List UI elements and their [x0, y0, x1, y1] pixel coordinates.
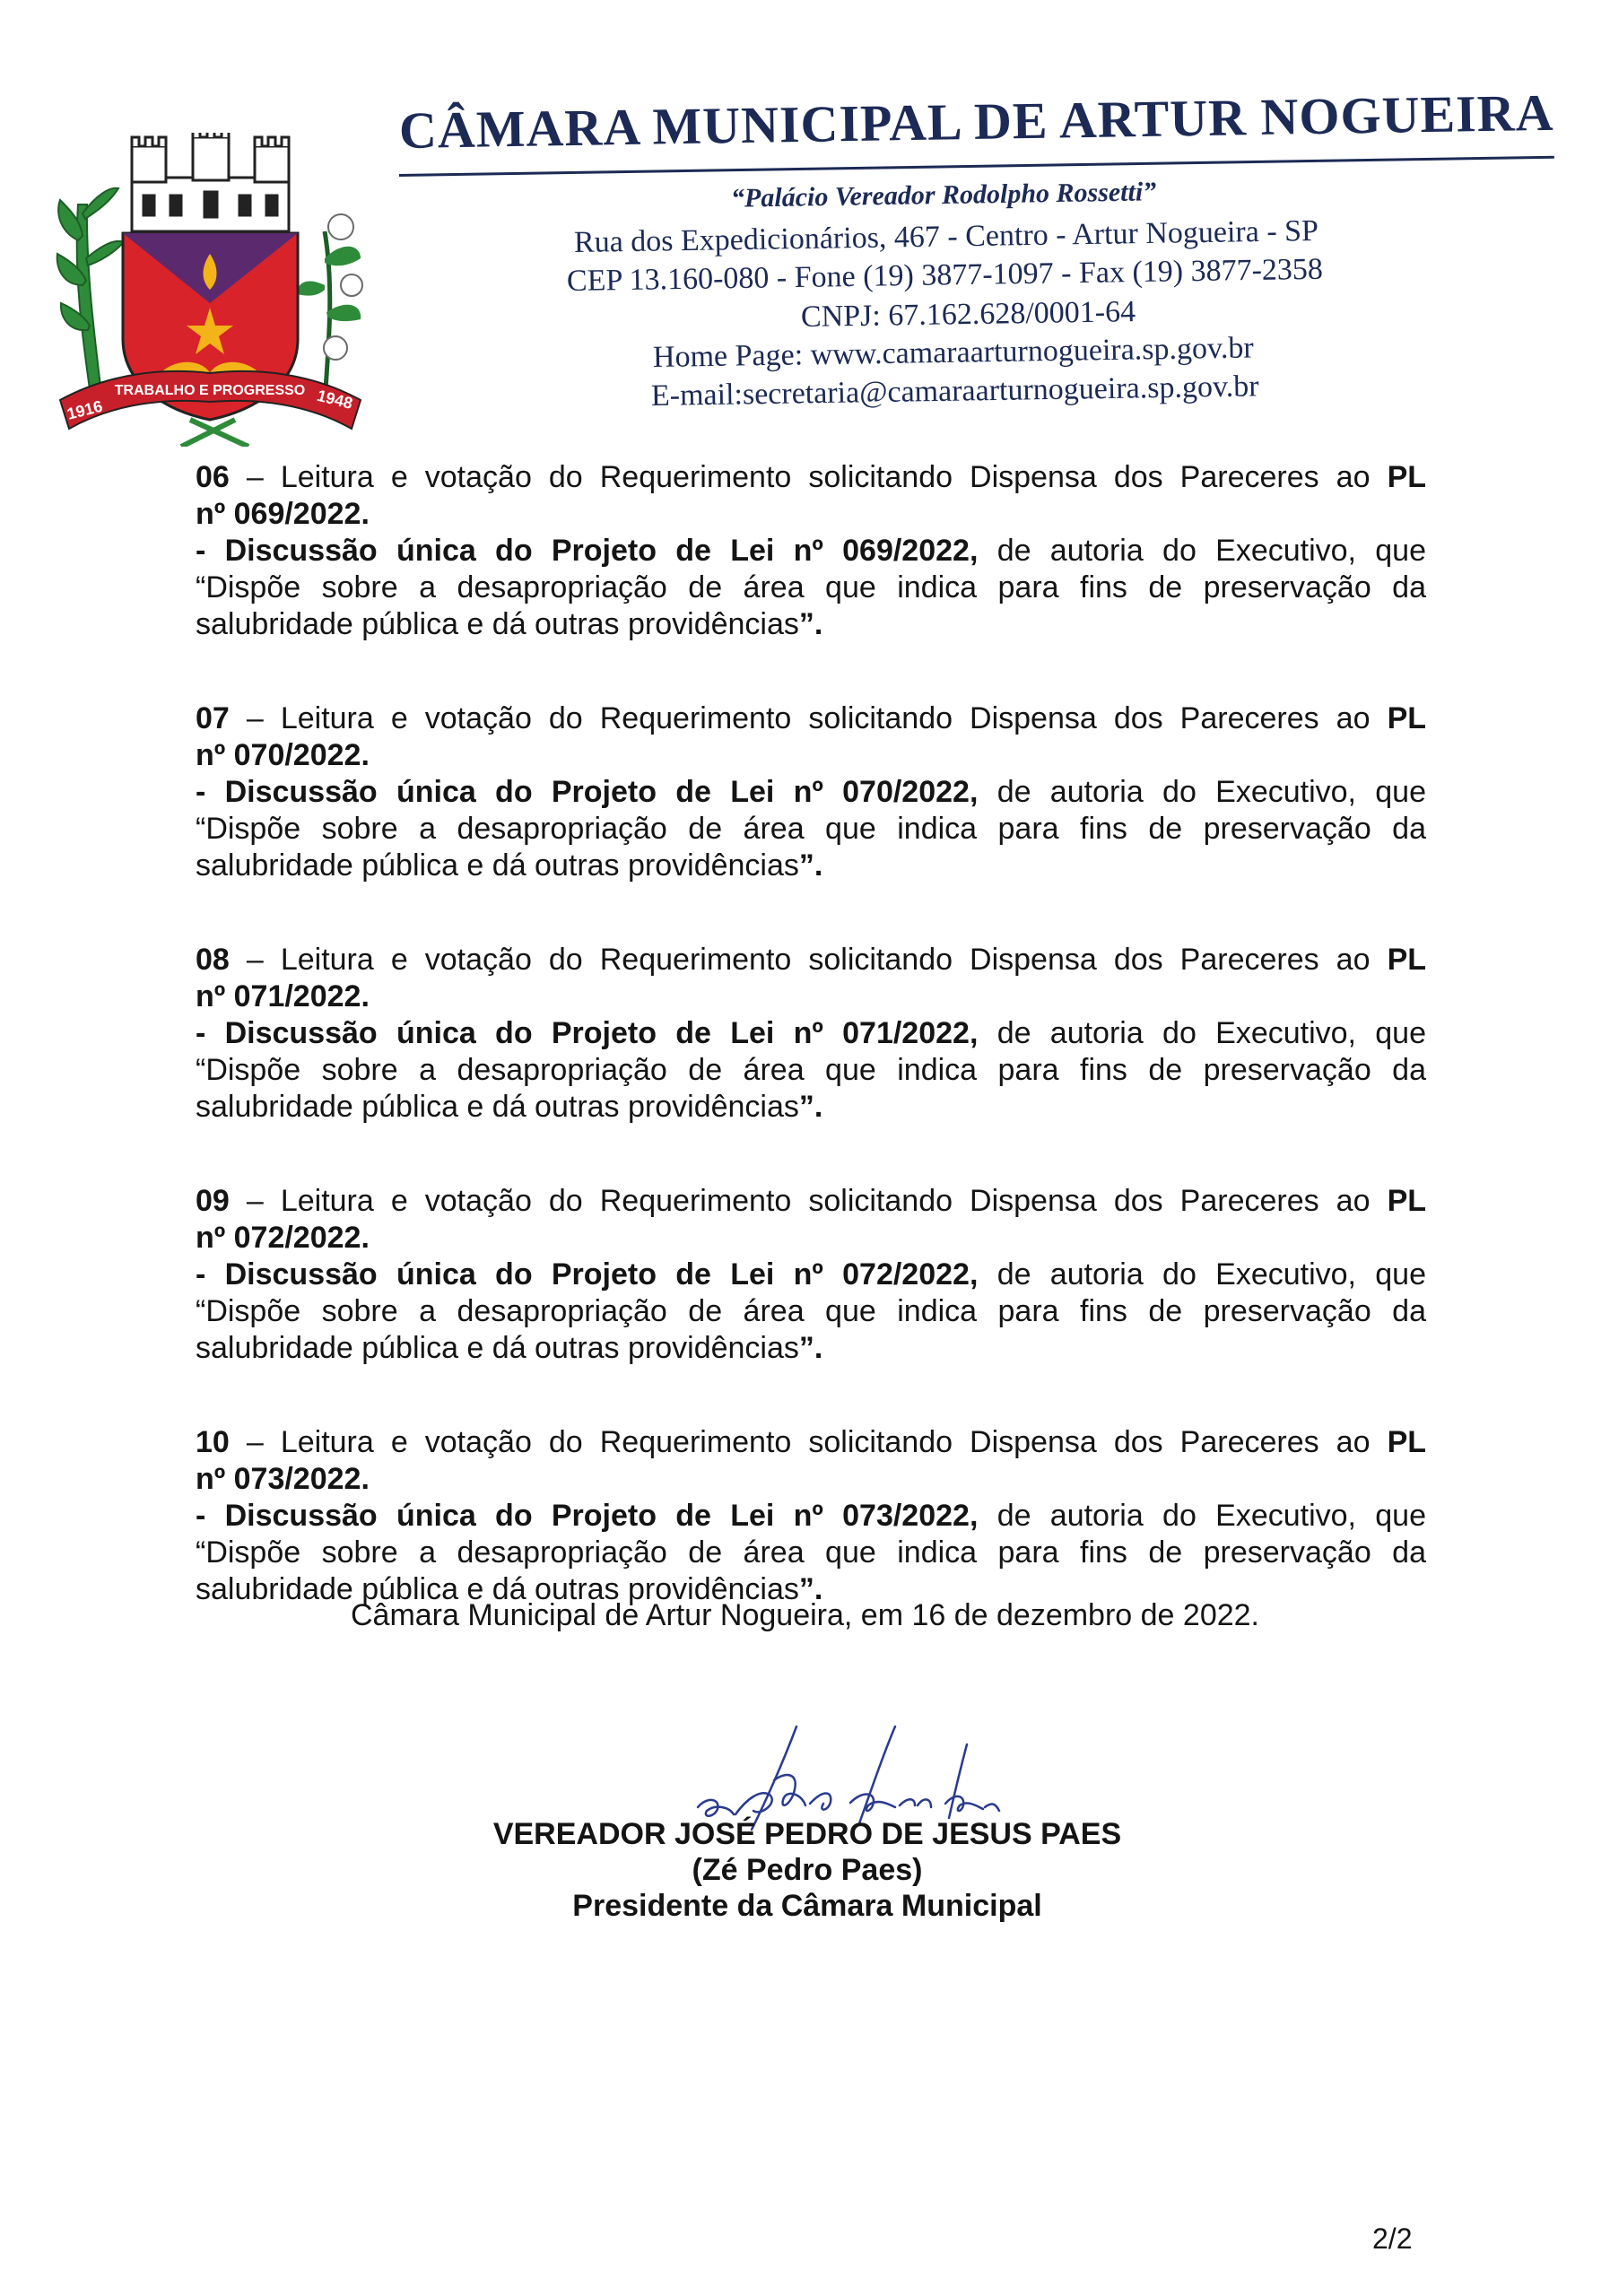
signatory-nickname: (Zé Pedro Paes) — [692, 1853, 923, 1887]
item-discussion-line — [196, 1257, 1426, 1293]
item-discussion-line — [196, 1015, 1426, 1052]
item-description-end: ”. — [798, 848, 823, 883]
agenda-item — [196, 1183, 1426, 1367]
item-reading: Leitura e votação do Requerimento solicitando Dispensa dos Pareceres ao — [280, 701, 1371, 735]
item-description-text: salubridade pública e dá outras providências — [196, 1331, 799, 1365]
sugarcane-icon — [57, 188, 124, 402]
item-description-end: ”. — [798, 1331, 823, 1365]
item-dash: – — [229, 701, 281, 735]
item-number: 08 — [196, 943, 230, 977]
homepage-line: Home Page: www.camaraarturnogueira.sp.gov.br — [652, 331, 1254, 374]
item-description-text: salubridade pública e dá outras providências — [196, 1090, 799, 1124]
cnpj-line: CNPJ: 67.162.628/0001-64 — [800, 295, 1136, 334]
item-description-end: ”. — [798, 1572, 823, 1606]
item-number: 07 — [196, 701, 230, 735]
address-line: Rua dos Expedicionários, 467 - Centro - Artur Nogueira - SP — [573, 213, 1319, 259]
item-reading: Leitura e votação do Requerimento solicitando Dispensa dos Pareceres ao — [280, 943, 1371, 977]
item-description-line2 — [196, 1330, 1426, 1367]
item-discussion-bold: - Discussão única do Projeto de Lei nº 070/2022, — [196, 775, 979, 809]
crest-year-left: 1916 — [65, 396, 105, 423]
item-discussion-rest: de autoria do Executivo, que — [996, 775, 1426, 809]
item-pl-number: nº 073/2022. — [196, 1462, 370, 1496]
item-dash: – — [229, 943, 281, 977]
item-description-line1: “Dispõe sobre a desapropriação de área que indica para fins de preservação da — [196, 1535, 1426, 1570]
item-description-line1: “Dispõe sobre a desapropriação de área que indica para fins de preservação da — [196, 1053, 1426, 1087]
closing-date-line: Câmara Municipal de Artur Nogueira, em 16 de dezembro de 2022. — [350, 1598, 1259, 1632]
item-pl-tag: PL — [1387, 943, 1427, 977]
agenda-item — [196, 1424, 1426, 1608]
item-reading-line — [196, 1183, 1426, 1220]
item-description-end: ”. — [798, 1090, 823, 1124]
item-reading-line — [196, 459, 1426, 496]
item-description-line2 — [196, 1089, 1426, 1126]
item-dash: – — [229, 460, 281, 494]
item-description-text: salubridade pública e dá outras providências — [196, 848, 799, 883]
item-number: 06 — [196, 460, 230, 494]
item-number: 10 — [196, 1425, 230, 1459]
item-reading-line — [196, 942, 1426, 978]
item-discussion-bold: - Discussão única do Projeto de Lei nº 069/2022, — [196, 534, 979, 568]
item-reading: Leitura e votação do Requerimento solicitando Dispensa dos Pareceres ao — [280, 1425, 1371, 1459]
item-description-text: salubridade pública e dá outras providências — [196, 607, 799, 641]
item-discussion-bold: - Discussão única do Projeto de Lei nº 072/2022, — [196, 1257, 979, 1292]
item-pl-tag: PL — [1387, 701, 1427, 735]
item-number: 09 — [196, 1184, 230, 1218]
item-reading: Leitura e votação do Requerimento solicitando Dispensa dos Pareceres ao — [280, 460, 1371, 494]
item-pl-number: nº 072/2022. — [196, 1221, 370, 1255]
item-description-line2 — [196, 606, 1426, 643]
agenda-body — [196, 459, 1426, 1665]
item-pl-number: nº 070/2022. — [196, 738, 370, 772]
item-reading-line — [196, 1424, 1426, 1461]
agenda-item — [196, 942, 1426, 1126]
crest-year-right: 1948 — [315, 386, 355, 413]
item-description-line1: “Dispõe sobre a desapropriação de área que indica para fins de preservação da — [196, 570, 1426, 604]
item-description-line2 — [196, 848, 1426, 884]
item-discussion-line — [196, 1498, 1426, 1535]
item-discussion-rest: de autoria do Executivo, que — [996, 1499, 1426, 1533]
item-pl-number: nº 071/2022. — [196, 979, 370, 1013]
item-description-text: salubridade pública e dá outras providências — [196, 1572, 799, 1606]
item-dash: – — [229, 1184, 281, 1218]
item-discussion-bold: - Discussão única do Projeto de Lei nº 073/2022, — [196, 1499, 979, 1533]
item-discussion-line — [196, 774, 1426, 811]
signatory-role: Presidente da Câmara Municipal — [572, 1889, 1042, 1923]
signatory-block — [269, 1816, 1345, 1924]
item-pl-tag: PL — [1387, 1425, 1427, 1459]
item-discussion-rest: de autoria do Executivo, que — [996, 1016, 1426, 1050]
municipal-coat-of-arms — [56, 133, 365, 447]
palace-subtitle: “Palácio Vereador Rodolpho Rossetti” — [730, 177, 1157, 213]
title-underline — [399, 156, 1554, 177]
item-pl-tag: PL — [1387, 460, 1427, 494]
item-description-line1: “Dispõe sobre a desapropriação de área que indica para fins de preservação da — [196, 1294, 1426, 1328]
item-discussion-bold: - Discussão única do Projeto de Lei nº 071/2022, — [196, 1016, 979, 1050]
page-number: 2/2 — [1372, 2222, 1413, 2255]
item-dash: – — [229, 1425, 281, 1459]
item-description-end: ”. — [798, 607, 823, 641]
agenda-item — [196, 459, 1426, 643]
signatory-name: VEREADOR JOSÉ PEDRO DE JESUS PAES — [492, 1817, 1122, 1851]
mural-crown-icon — [132, 133, 289, 231]
email-line: E-mail:secretaria@camaraarturnogueira.sp.gov.br — [650, 370, 1259, 413]
item-discussion-line — [196, 533, 1426, 570]
cep-phone-line: CEP 13.160-080 - Fone (19) 3877-1097 - Fax (19) 3877-2358 — [566, 252, 1324, 298]
item-pl-number: nº 069/2022. — [196, 497, 370, 531]
item-pl-tag: PL — [1387, 1184, 1427, 1218]
cotton-plant-icon — [298, 214, 362, 402]
item-discussion-rest: de autoria do Executivo, que — [996, 1257, 1426, 1292]
item-discussion-rest: de autoria do Executivo, que — [996, 534, 1426, 568]
item-description-line1: “Dispõe sobre a desapropriação de área que indica para fins de preservação da — [196, 812, 1426, 846]
item-reading: Leitura e votação do Requerimento solicitando Dispensa dos Pareceres ao — [280, 1184, 1371, 1218]
crest-motto: TRABALHO E PROGRESSO — [114, 383, 306, 398]
agenda-item — [196, 700, 1426, 884]
chamber-title: CÂMARA MUNICIPAL DE ARTUR NOGUEIRA — [398, 83, 1554, 160]
item-reading-line — [196, 700, 1426, 737]
